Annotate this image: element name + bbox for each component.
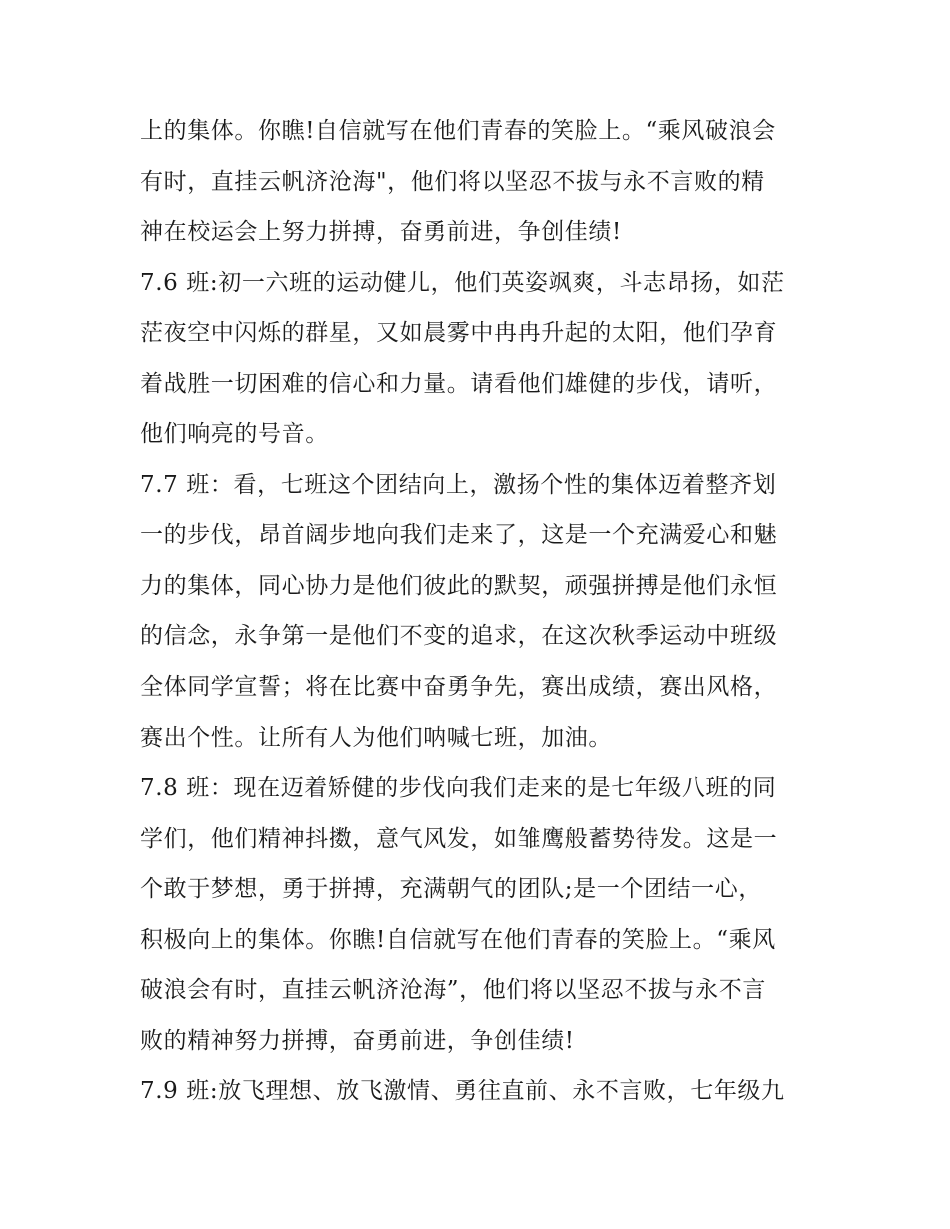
text-line: 有时，直挂云帆济沧海"，他们将以坚忍不拔与永不言败的精 xyxy=(140,168,765,195)
text-line: 的信念，永争第一是他们不变的追求，在这次秋季运动中班级 xyxy=(140,623,778,650)
text-line: 全体同学宣誓；将在比赛中奋勇争先，赛出成绩，赛出风格， xyxy=(140,674,778,701)
text-line: 茫夜空中闪烁的群星，又如晨雾中冉冉升起的太阳，他们孕育 xyxy=(140,320,778,347)
text-line: 学们，他们精神抖擞，意气风发，如雏鹰般蓄势待发。这是一 xyxy=(140,825,778,852)
text-line: 7.9 班:放飞理想、放飞激情、勇往直前、永不言败，七年级九 xyxy=(140,1078,785,1105)
text-line: 着战胜一切困难的信心和力量。请看他们雄健的步伐，请听， xyxy=(140,370,778,397)
document-page xyxy=(140,106,812,1117)
text-line: 7.7 班：看，七班这个团结向上，激扬个性的集体迈着整齐划 xyxy=(140,471,777,498)
text-line: 7.6 班:初一六班的运动健儿，他们英姿飒爽，斗志昂扬，如茫 xyxy=(140,269,785,296)
text-line: 7.8 班：现在迈着矫健的步伐向我们走来的是七年级八班的同 xyxy=(140,775,777,802)
text-line: 败的精神努力拼搏，奋勇前进，争创佳绩! xyxy=(140,1027,575,1054)
text-line: 他们响亮的号音。 xyxy=(140,421,329,448)
text-line: 一的步伐，昂首阔步地向我们走来了，这是一个充满爱心和魅 xyxy=(140,522,778,549)
text-line: 破浪会有时，直挂云帆济沧海”，他们将以坚忍不拔与永不言 xyxy=(140,977,766,1004)
text-line: 神在校运会上努力拼搏，奋勇前进，争创佳绩! xyxy=(140,219,622,246)
text-line: 上的集体。你瞧!自信就写在他们青春的笑脸上。“乘风破浪会 xyxy=(140,118,776,144)
text-line: 积极向上的集体。你瞧!自信就写在他们青春的笑脸上。“乘风 xyxy=(140,926,776,953)
text-line: 力的集体，同心协力是他们彼此的默契，顽强拼搏是他们永恒 xyxy=(140,572,778,599)
text-line: 赛出个性。让所有人为他们呐喊七班，加油。 xyxy=(140,724,612,751)
text-line: 个敢于梦想，勇于拼搏，充满朝气的团队;是一个团结一心， xyxy=(140,876,762,903)
